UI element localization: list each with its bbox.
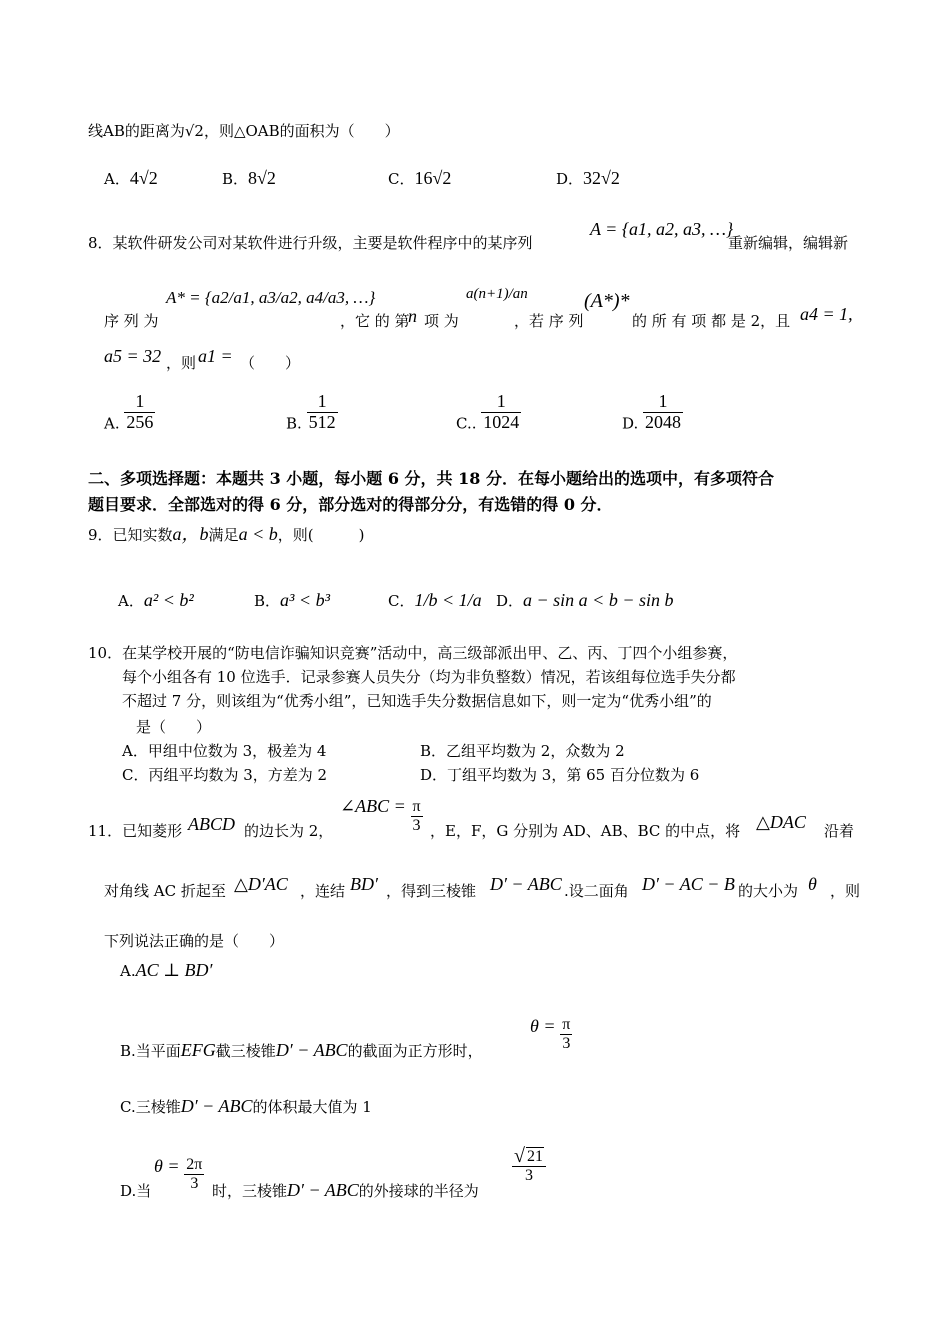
q9-option-b: B．a³ < b³ [254, 590, 330, 610]
q11-dacb: D′ − AC − B [642, 874, 735, 894]
q11-stem-i: 的大小为 [738, 882, 799, 900]
q7-option-a: A．4√2 [104, 168, 158, 188]
q8-a4: a4 = 1, [800, 304, 853, 324]
q10-option-c: C．丙组平均数为 3，方差为 2 [122, 766, 328, 784]
q11-option-d-body: 时，三棱锥D′ − ABC的外接球的半径为 [212, 1180, 479, 1200]
q8-stem-line2e: 的 所 有 项 都 是 2，且 [632, 312, 791, 330]
q8-stem-line2c: 项 为 [424, 312, 459, 330]
q11-stem-h: .设二面角 [564, 882, 629, 900]
q11-stem-j: ，则 [830, 882, 861, 900]
q8-astarstar: (A*)* [584, 290, 630, 312]
q8-stem-line1b: 重新编辑，编辑新 [728, 234, 849, 252]
q11-option-b: B.当平面EFG截三棱锥D′ − ABC的截面为正方形时， [120, 1040, 483, 1060]
q8-stem-line3: ，则 [166, 354, 197, 372]
q8-a1: a1 = [198, 346, 233, 366]
q8-stem-line2b: ，它 的 第 [340, 312, 410, 330]
q8-term: a(n+1)/an [466, 286, 528, 302]
q10-option-d: D．丁组平均数为 3，第 65 百分位数为 6 [420, 766, 700, 784]
q11-abcd: ABCD [188, 814, 235, 834]
q8-blank: （ ） [240, 354, 301, 372]
q11-option-d: D.当 [120, 1182, 152, 1200]
q7-option-b: B．8√2 [222, 168, 276, 188]
q8-option-c: C.. $\frac{1}{1024}$ [456, 391, 520, 433]
q10-line1: 10．在某学校开展的“防电信诈骗知识竞赛”活动中，高三级部派出甲、乙、丙、丁四个小组参赛， [88, 644, 738, 662]
q11-stem-d: 沿着 [824, 822, 855, 840]
q11-stem-k: 下列说法正确的是（ ） [104, 932, 285, 950]
q8-sequence-astar: A* = {a2/a1, a3/a2, a4/a3, …} [166, 288, 376, 307]
q7-option-d: D．32√2 [556, 168, 620, 188]
q11-stem-f: ，连结 [300, 882, 346, 900]
q11-dabc: D′ − ABC [490, 874, 562, 894]
q11-dac: △DAC [756, 812, 806, 832]
q10-line4: 是（ ） [136, 718, 212, 736]
q11-stem-b: 的边长为 2， [244, 822, 334, 840]
q8-sequence-a: A = {a1, a2, a3, …} [590, 219, 734, 239]
q10-line3: 不超过 7 分，则该组为“优秀小组”，已知选手失分数据信息如下，则一定为“优秀小组”的 [122, 692, 712, 710]
q11-option-c: C.三棱锥D′ − ABC的体积最大值为 1 [120, 1096, 372, 1116]
q8-a5: a5 = 32 [104, 346, 162, 366]
q11-stem-c: ，E，F，G 分别为 AD、AB、BC 的中点，将 [430, 822, 741, 840]
q11-stem-g: ，得到三棱锥 [386, 882, 477, 900]
q8-stem-line1: 8．某软件研发公司对某软件进行升级，主要是软件程序中的某序列 [88, 234, 533, 252]
q10-option-a: A．甲组中位数为 3，极差为 4 [122, 742, 327, 760]
q11-option-d-radius: √ $\frac{21}{3}$ [512, 1148, 546, 1184]
section2-line2: 题目要求．全部选对的得 6 分，部分选对的得部分分，有选错的得 0 分． [88, 495, 613, 514]
section2-line1: 二、多项选择题：本题共 3 小题，每小题 6 分，共 18 分．在每小题给出的选项中，有多项符合 [88, 469, 774, 488]
q11-stem-e: 对角线 AC 折起至 [104, 882, 226, 900]
q9-option-c: C．1/b < 1/a [388, 590, 482, 610]
q11-stem-a: 11．已知菱形 [88, 822, 183, 840]
q10-option-b: B．乙组平均数为 2，众数为 2 [420, 742, 625, 760]
q8-option-a: A. $\frac{1}{256}$ [104, 391, 154, 433]
q11-option-a: A.AC ⊥ BD′ [120, 960, 213, 980]
q8-option-d: D. $\frac{1}{2048}$ [622, 391, 682, 433]
q8-stem-line2a: 序 列 为 [104, 312, 159, 330]
q11-bdp: BD′ [350, 874, 378, 894]
q8-n: n [408, 306, 417, 326]
q7-stem: 线AB的距离为√2，则△OAB的面积为（ ） [88, 122, 400, 140]
q9-option-d: D．a − sin a < b − sin b [496, 590, 674, 610]
q10-line2: 每个小组各有 10 位选手．记录参赛人员失分（均为非负整数）情况，若该组每位选手失分都 [122, 668, 736, 686]
q11-theta: θ [808, 874, 817, 894]
q11-option-d-theta: θ = $\frac{2\pi}{3}$ [154, 1156, 203, 1192]
q8-option-b: B. $\frac{1}{512}$ [286, 391, 336, 433]
q7-option-c: C．16√2 [388, 168, 452, 188]
q8-stem-line2d: ，若 序 列 [514, 312, 584, 330]
q9-stem: 9．已知实数a，b满足a < b，则( ) [88, 524, 365, 544]
q11-dpac: △D′AC [234, 874, 288, 894]
q9-option-a: A．a² < b² [118, 590, 194, 610]
q11-angle: ∠ABC = $\frac{\pi}{3}$ [340, 796, 421, 834]
q11-option-b-theta: θ = $\frac{\pi}{3}$ [530, 1016, 571, 1052]
